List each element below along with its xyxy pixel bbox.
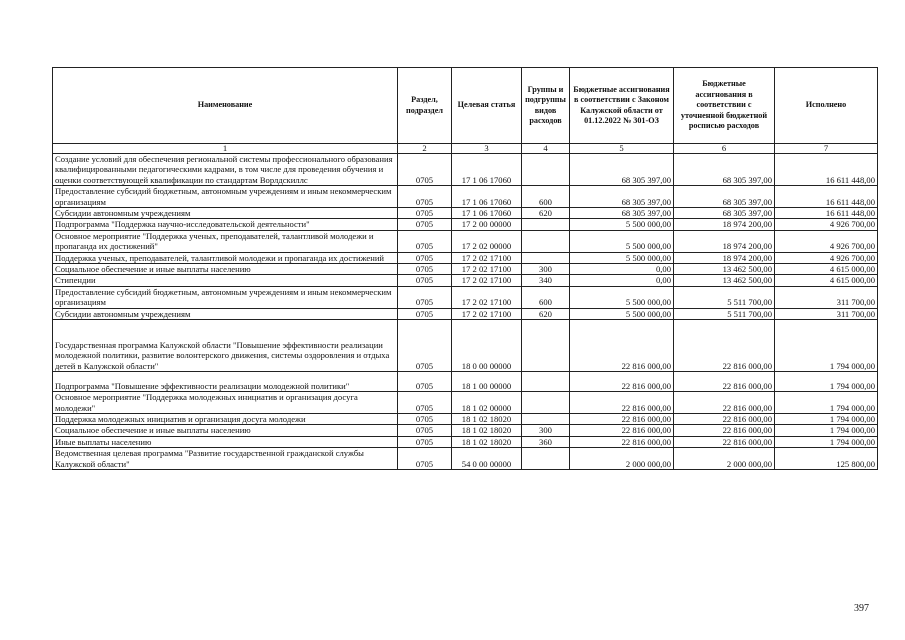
row-refined-amount: 68 305 397,00 bbox=[674, 208, 775, 219]
page-number: 397 bbox=[854, 603, 869, 614]
row-refined-amount: 18 974 200,00 bbox=[674, 252, 775, 263]
row-section: 0705 bbox=[398, 275, 452, 286]
row-executed-amount: 125 800,00 bbox=[775, 448, 878, 470]
row-target: 18 0 00 00000 bbox=[452, 320, 522, 372]
table-row bbox=[53, 372, 878, 392]
row-refined-amount: 22 816 000,00 bbox=[674, 372, 775, 392]
row-group bbox=[522, 230, 570, 252]
row-target: 17 2 02 17100 bbox=[452, 264, 522, 275]
row-name: Ведомственная целевая программа "Развитие государственной гражданской службы Калужской области" bbox=[53, 448, 398, 470]
row-name: Субсидии автономным учреждениям bbox=[53, 308, 398, 319]
table-row bbox=[53, 320, 878, 372]
header-refined-allocations: Бюджетные ассигнования в соответствии с уточненной бюджетной росписью расходов bbox=[674, 68, 775, 144]
row-name: Государственная программа Калужской области "Повышение эффективности реализации молодежной политики, развитие волонтерского движения, системы оздоровления и отдыха детей в Калужской области" bbox=[53, 320, 398, 372]
row-name: Подпрограмма "Повышение эффективности реализации молодежной политики" bbox=[53, 372, 398, 392]
row-law-amount: 22 816 000,00 bbox=[570, 372, 674, 392]
row-target: 17 1 06 17060 bbox=[452, 208, 522, 219]
row-target: 18 1 02 18020 bbox=[452, 425, 522, 436]
row-target: 17 2 02 17100 bbox=[452, 275, 522, 286]
row-law-amount: 22 816 000,00 bbox=[570, 320, 674, 372]
row-group: 620 bbox=[522, 208, 570, 219]
row-target: 17 2 02 17100 bbox=[452, 286, 522, 308]
row-name: Создание условий для обеспечения региональной системы профессионального образования квалифицированными педагогическими кадрами, в том числе для проведения обучения и оценки соответствующей квалификации по стандартам Ворлдскиллс bbox=[53, 154, 398, 186]
header-target: Целевая статья bbox=[452, 68, 522, 144]
row-refined-amount: 18 974 200,00 bbox=[674, 219, 775, 230]
row-refined-amount: 22 816 000,00 bbox=[674, 436, 775, 447]
row-target: 17 2 02 00000 bbox=[452, 230, 522, 252]
row-section: 0705 bbox=[398, 392, 452, 414]
row-law-amount: 22 816 000,00 bbox=[570, 413, 674, 424]
row-name: Основное мероприятие "Поддержка ученых, преподавателей, талантливой молодежи и пропаганда их достижений" bbox=[53, 230, 398, 252]
row-section: 0705 bbox=[398, 320, 452, 372]
row-section: 0705 bbox=[398, 425, 452, 436]
table-row bbox=[53, 308, 878, 319]
row-name: Стипендии bbox=[53, 275, 398, 286]
row-target: 17 1 06 17060 bbox=[452, 154, 522, 186]
row-name: Предоставление субсидий бюджетным, автономным учреждениям и иным некоммерческим организациям bbox=[53, 186, 398, 208]
row-group bbox=[522, 320, 570, 372]
row-target: 17 2 02 17100 bbox=[452, 252, 522, 263]
row-section: 0705 bbox=[398, 372, 452, 392]
row-executed-amount: 311 700,00 bbox=[775, 286, 878, 308]
row-group: 300 bbox=[522, 264, 570, 275]
row-group bbox=[522, 372, 570, 392]
row-executed-amount: 4 615 000,00 bbox=[775, 264, 878, 275]
row-section: 0705 bbox=[398, 252, 452, 263]
table-row bbox=[53, 448, 878, 470]
row-name: Иные выплаты населению bbox=[53, 436, 398, 447]
row-target: 54 0 00 00000 bbox=[452, 448, 522, 470]
column-number-row bbox=[53, 144, 878, 154]
row-group bbox=[522, 413, 570, 424]
col-number: 1 bbox=[53, 144, 398, 154]
row-group: 600 bbox=[522, 286, 570, 308]
row-law-amount: 2 000 000,00 bbox=[570, 448, 674, 470]
col-number: 7 bbox=[775, 144, 878, 154]
row-refined-amount: 68 305 397,00 bbox=[674, 186, 775, 208]
row-law-amount: 22 816 000,00 bbox=[570, 425, 674, 436]
row-section: 0705 bbox=[398, 286, 452, 308]
row-section: 0705 bbox=[398, 219, 452, 230]
row-refined-amount: 22 816 000,00 bbox=[674, 413, 775, 424]
row-refined-amount: 13 462 500,00 bbox=[674, 275, 775, 286]
row-refined-amount: 22 816 000,00 bbox=[674, 320, 775, 372]
col-number: 4 bbox=[522, 144, 570, 154]
row-law-amount: 68 305 397,00 bbox=[570, 208, 674, 219]
row-section: 0705 bbox=[398, 264, 452, 275]
row-law-amount: 22 816 000,00 bbox=[570, 392, 674, 414]
row-law-amount: 0,00 bbox=[570, 264, 674, 275]
row-group bbox=[522, 252, 570, 263]
row-name: Подпрограмма "Поддержка научно-исследовательской деятельности" bbox=[53, 219, 398, 230]
row-target: 18 1 02 00000 bbox=[452, 392, 522, 414]
table-row bbox=[53, 275, 878, 286]
row-law-amount: 68 305 397,00 bbox=[570, 186, 674, 208]
row-executed-amount: 4 926 700,00 bbox=[775, 252, 878, 263]
table-row bbox=[53, 413, 878, 424]
header-row bbox=[53, 68, 878, 144]
row-law-amount: 5 500 000,00 bbox=[570, 286, 674, 308]
header-groups: Группы и подгруппы видов расходов bbox=[522, 68, 570, 144]
row-executed-amount: 4 926 700,00 bbox=[775, 219, 878, 230]
row-name: Предоставление субсидий бюджетным, автономным учреждениям и иным некоммерческим организациям bbox=[53, 286, 398, 308]
row-law-amount: 5 500 000,00 bbox=[570, 252, 674, 263]
table-row bbox=[53, 230, 878, 252]
row-target: 18 1 02 18020 bbox=[452, 413, 522, 424]
row-law-amount: 5 500 000,00 bbox=[570, 308, 674, 319]
row-law-amount: 5 500 000,00 bbox=[570, 219, 674, 230]
budget-table bbox=[52, 67, 878, 470]
row-section: 0705 bbox=[398, 436, 452, 447]
row-refined-amount: 22 816 000,00 bbox=[674, 425, 775, 436]
row-refined-amount: 5 511 700,00 bbox=[674, 308, 775, 319]
row-executed-amount: 4 926 700,00 bbox=[775, 230, 878, 252]
row-refined-amount: 22 816 000,00 bbox=[674, 392, 775, 414]
table-row bbox=[53, 436, 878, 447]
row-section: 0705 bbox=[398, 308, 452, 319]
table-row bbox=[53, 154, 878, 186]
row-group: 620 bbox=[522, 308, 570, 319]
row-name: Поддержка молодежных инициатив и организация досуга молодежи bbox=[53, 413, 398, 424]
col-number: 2 bbox=[398, 144, 452, 154]
row-name: Поддержка ученых, преподавателей, талантливой молодежи и пропаганда их достижений bbox=[53, 252, 398, 263]
row-group: 300 bbox=[522, 425, 570, 436]
row-group: 340 bbox=[522, 275, 570, 286]
row-executed-amount: 1 794 000,00 bbox=[775, 320, 878, 372]
row-executed-amount: 311 700,00 bbox=[775, 308, 878, 319]
row-target: 18 1 02 18020 bbox=[452, 436, 522, 447]
row-executed-amount: 1 794 000,00 bbox=[775, 436, 878, 447]
col-number: 3 bbox=[452, 144, 522, 154]
row-name: Социальное обеспечение и иные выплаты населению bbox=[53, 264, 398, 275]
row-group: 600 bbox=[522, 186, 570, 208]
row-group bbox=[522, 154, 570, 186]
row-executed-amount: 16 611 448,00 bbox=[775, 208, 878, 219]
row-refined-amount: 18 974 200,00 bbox=[674, 230, 775, 252]
row-name: Основное мероприятие "Поддержка молодежных инициатив и организация досуга молодежи" bbox=[53, 392, 398, 414]
row-group bbox=[522, 448, 570, 470]
table-row bbox=[53, 208, 878, 219]
row-executed-amount: 16 611 448,00 bbox=[775, 186, 878, 208]
row-section: 0705 bbox=[398, 186, 452, 208]
row-refined-amount: 68 305 397,00 bbox=[674, 154, 775, 186]
row-section: 0705 bbox=[398, 413, 452, 424]
row-section: 0705 bbox=[398, 208, 452, 219]
row-law-amount: 68 305 397,00 bbox=[570, 154, 674, 186]
table-row bbox=[53, 264, 878, 275]
header-executed: Исполнено bbox=[775, 68, 878, 144]
row-target: 17 2 02 17100 bbox=[452, 308, 522, 319]
row-name: Социальное обеспечение и иные выплаты населению bbox=[53, 425, 398, 436]
header-section: Раздел, подраздел bbox=[398, 68, 452, 144]
col-number: 5 bbox=[570, 144, 674, 154]
table-row bbox=[53, 392, 878, 414]
row-section: 0705 bbox=[398, 448, 452, 470]
row-executed-amount: 4 615 000,00 bbox=[775, 275, 878, 286]
row-name: Субсидии автономным учреждениям bbox=[53, 208, 398, 219]
row-law-amount: 5 500 000,00 bbox=[570, 230, 674, 252]
table-row bbox=[53, 425, 878, 436]
row-group bbox=[522, 219, 570, 230]
row-executed-amount: 1 794 000,00 bbox=[775, 413, 878, 424]
row-target: 17 1 06 17060 bbox=[452, 186, 522, 208]
row-refined-amount: 5 511 700,00 bbox=[674, 286, 775, 308]
header-law-allocations: Бюджетные ассигнования в соответствии с Законом Калужской области от 01.12.2022 № 301-ОЗ bbox=[570, 68, 674, 144]
table-row bbox=[53, 252, 878, 263]
row-target: 17 2 00 00000 bbox=[452, 219, 522, 230]
row-executed-amount: 1 794 000,00 bbox=[775, 425, 878, 436]
row-section: 0705 bbox=[398, 154, 452, 186]
row-refined-amount: 13 462 500,00 bbox=[674, 264, 775, 275]
row-refined-amount: 2 000 000,00 bbox=[674, 448, 775, 470]
row-target: 18 1 00 00000 bbox=[452, 372, 522, 392]
header-name: Наименование bbox=[53, 68, 398, 144]
col-number: 6 bbox=[674, 144, 775, 154]
row-group bbox=[522, 392, 570, 414]
row-section: 0705 bbox=[398, 230, 452, 252]
table-row bbox=[53, 286, 878, 308]
row-group: 360 bbox=[522, 436, 570, 447]
row-executed-amount: 1 794 000,00 bbox=[775, 392, 878, 414]
row-law-amount: 22 816 000,00 bbox=[570, 436, 674, 447]
row-law-amount: 0,00 bbox=[570, 275, 674, 286]
table-row bbox=[53, 186, 878, 208]
row-executed-amount: 1 794 000,00 bbox=[775, 372, 878, 392]
table-row bbox=[53, 219, 878, 230]
row-executed-amount: 16 611 448,00 bbox=[775, 154, 878, 186]
